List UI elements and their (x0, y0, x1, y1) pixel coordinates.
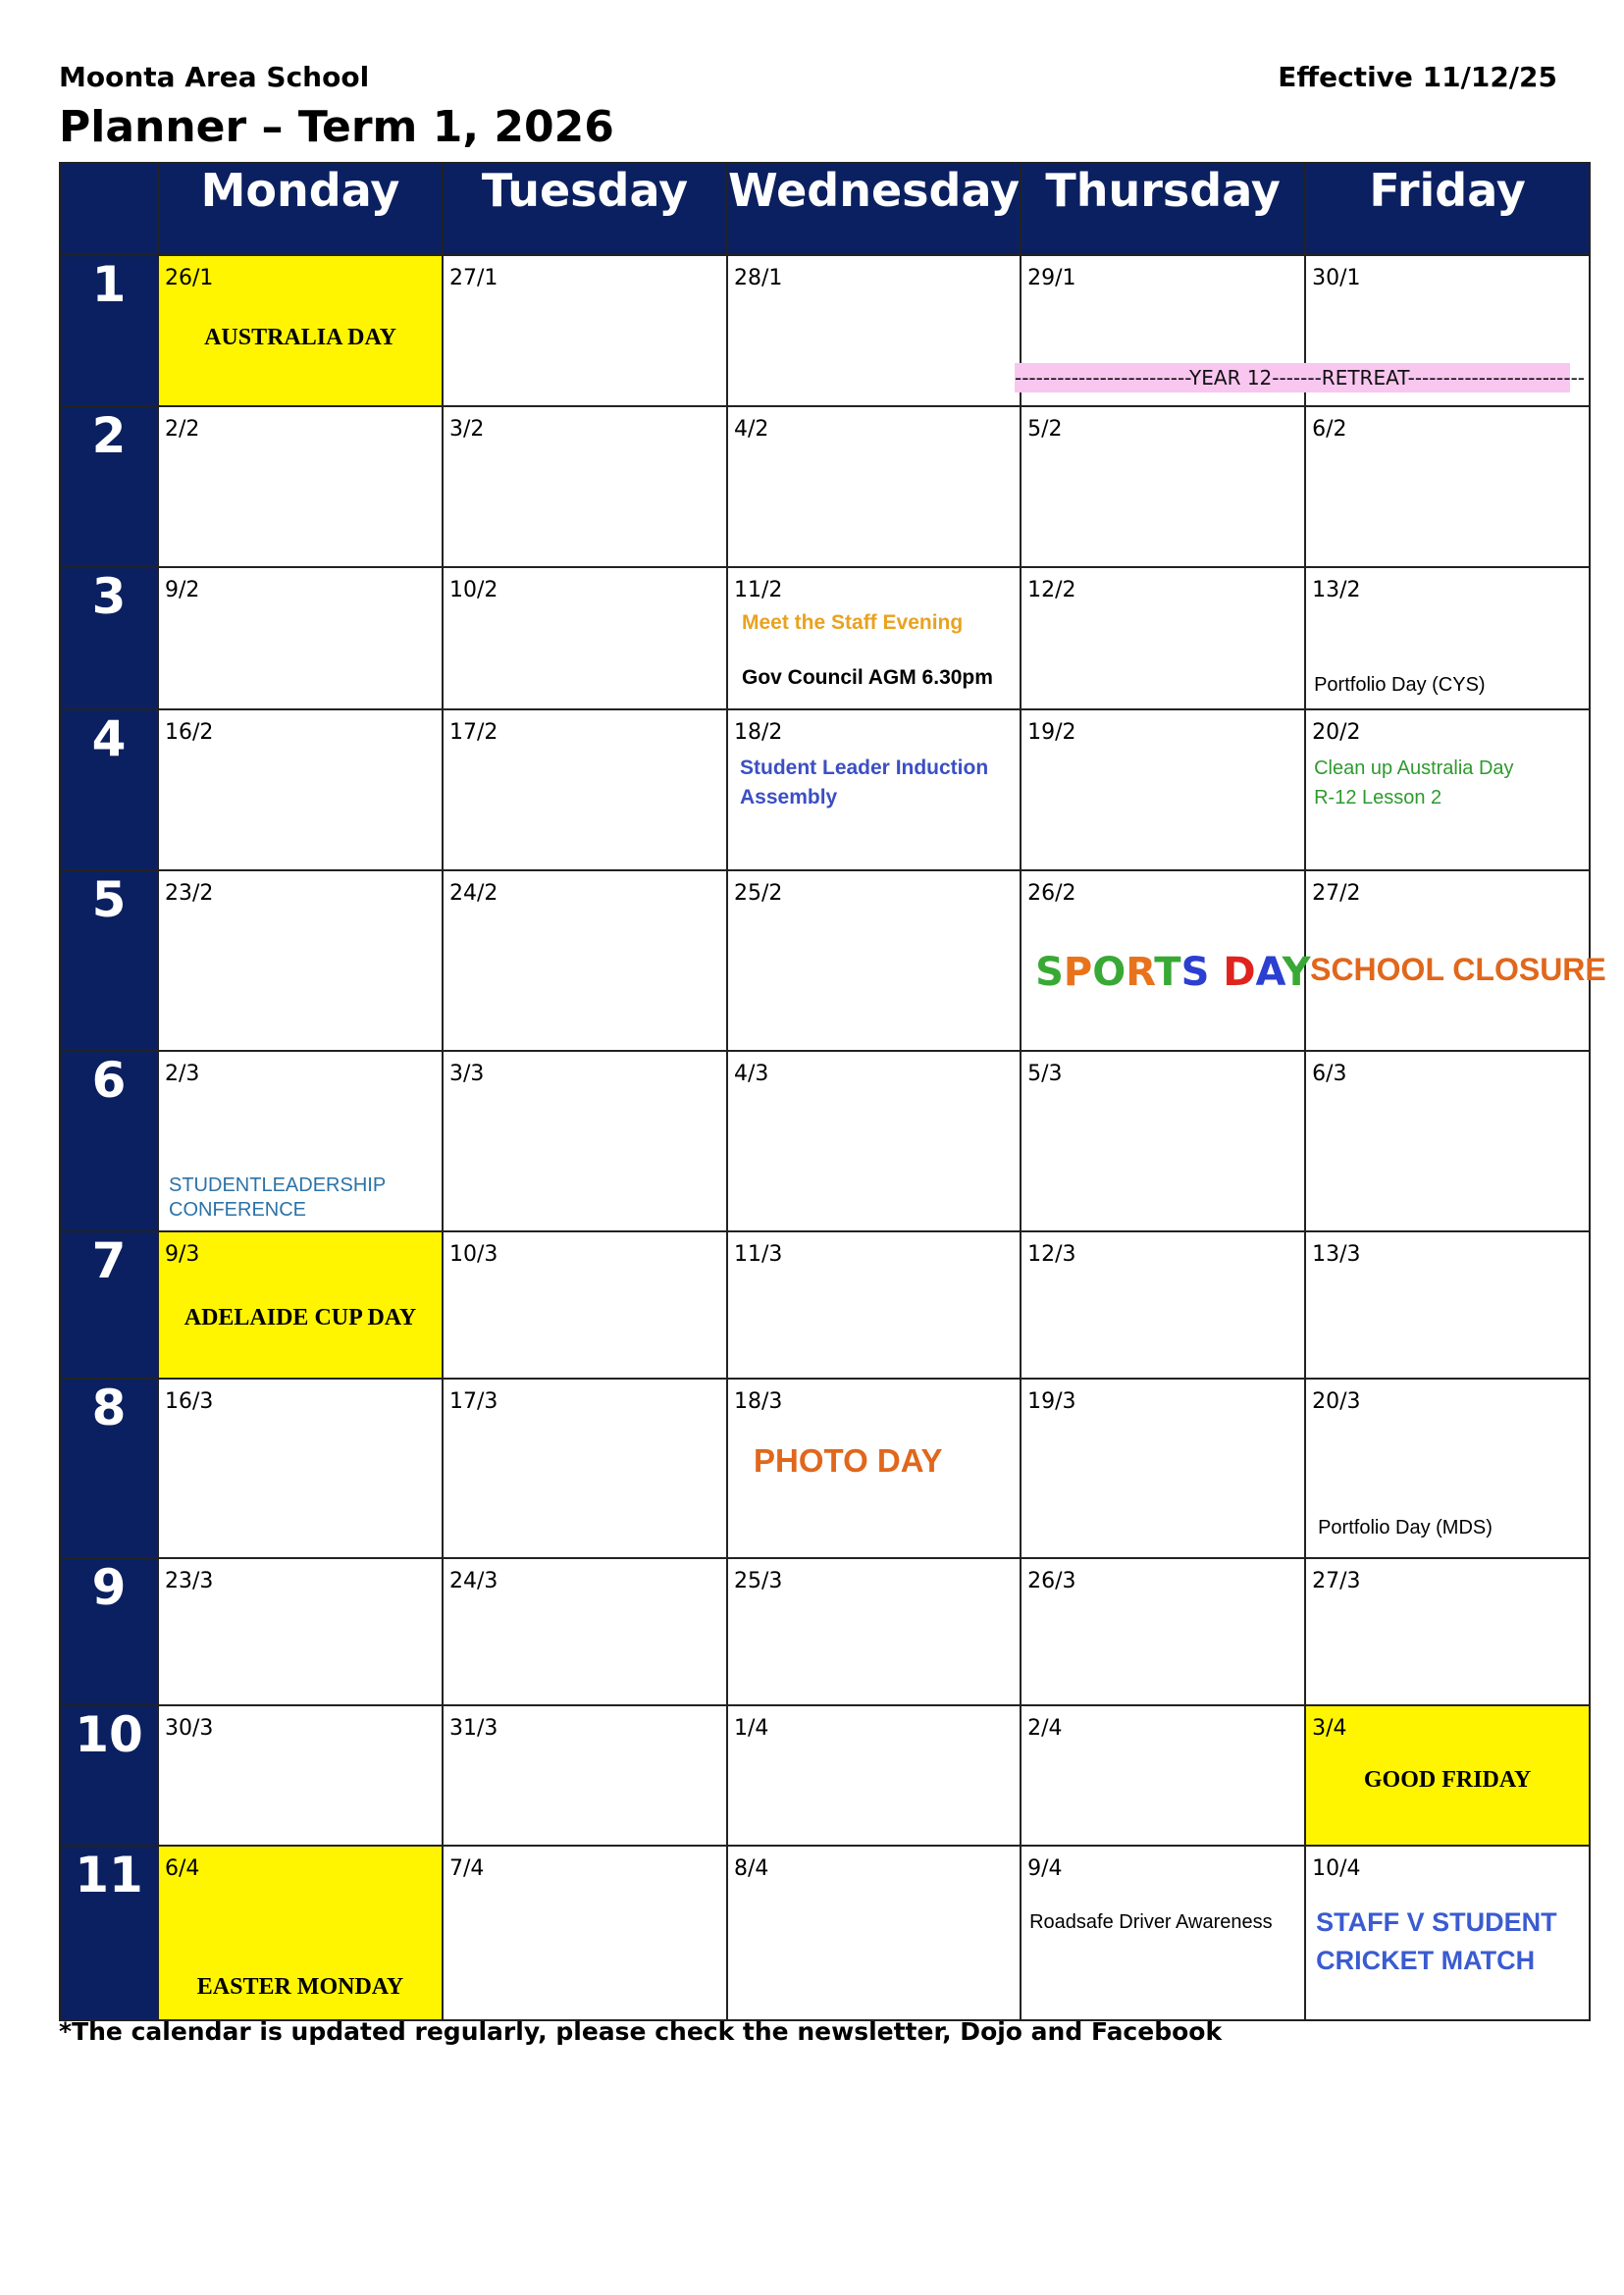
day-cell (158, 1051, 443, 1231)
day-cell (443, 1558, 727, 1705)
event-good-friday: GOOD FRIDAY (1363, 1767, 1532, 1793)
event-photo-day: PHOTO DAY (754, 1442, 943, 1479)
sports-day-letter: O (1092, 950, 1126, 995)
week-number: 9 (60, 1558, 158, 1705)
date-label: 16/3 (165, 1389, 214, 1414)
week-number: 7 (60, 1231, 158, 1379)
day-cell (443, 1231, 727, 1379)
date-label: 12/2 (1027, 578, 1076, 602)
date-label: 29/1 (1027, 266, 1076, 290)
term-calendar-grid (59, 162, 1606, 2021)
week-row-7 (60, 1231, 1590, 1379)
event-portfolio-mds: Portfolio Day (MDS) (1318, 1517, 1493, 1539)
event-line: Student Leader Induction (740, 756, 989, 779)
date-label: 30/3 (165, 1716, 214, 1741)
sports-day-letter (1209, 950, 1223, 995)
event-student-leader-induction (740, 754, 988, 812)
event-gov-council: Gov Council AGM 6.30pm (742, 666, 993, 689)
day-cell (443, 709, 727, 870)
header-corner (60, 163, 158, 255)
day-cell (1305, 1705, 1590, 1846)
event-australia-day: AUSTRALIA DAY (204, 325, 396, 350)
date-label: 10/4 (1312, 1856, 1361, 1881)
day-cell (727, 870, 1021, 1051)
sports-day-letter: S (1180, 950, 1210, 995)
event-year12-retreat: -------------------------YEAR 12-------RETREAT------------------------- (1015, 363, 1570, 392)
day-header-tuesday: Tuesday (443, 163, 727, 255)
week-number: 6 (60, 1051, 158, 1231)
week-number: 10 (60, 1705, 158, 1846)
date-label: 11/2 (734, 578, 783, 602)
day-cell (727, 1558, 1021, 1705)
event-student-leadership-conference (169, 1174, 386, 1223)
date-label: 5/2 (1027, 417, 1063, 442)
event-roadsafe: Roadsafe Driver Awareness (1029, 1911, 1273, 1933)
day-cell (1305, 1051, 1590, 1231)
event-meet-staff: Meet the Staff Evening (742, 611, 964, 634)
date-label: 9/2 (165, 578, 200, 602)
date-label: 1/4 (734, 1716, 769, 1741)
date-label: 19/2 (1027, 720, 1076, 745)
week-row-5 (60, 870, 1590, 1051)
date-label: 13/3 (1312, 1242, 1361, 1267)
day-cell (158, 1846, 443, 2020)
day-header-thursday: Thursday (1021, 163, 1305, 255)
week-row-9 (60, 1558, 1590, 1705)
event-school-closure: SCHOOL CLOSURE (1310, 952, 1606, 987)
date-label: 24/2 (449, 881, 498, 906)
event-line: CONFERENCE (169, 1199, 307, 1221)
page-title: Planner – Term 1, 2026 (59, 102, 614, 152)
day-cell (1021, 1846, 1305, 2020)
day-cell (1305, 1846, 1590, 2020)
day-cell (1021, 1705, 1305, 1846)
day-cell (727, 406, 1021, 567)
day-cell (158, 1231, 443, 1379)
day-header-friday: Friday (1305, 163, 1590, 255)
event-line: STAFF V STUDENT (1316, 1907, 1557, 1937)
week-number: 4 (60, 709, 158, 870)
date-label: 18/2 (734, 720, 783, 745)
date-label: 8/4 (734, 1856, 769, 1881)
day-cell (443, 1705, 727, 1846)
date-label: 6/3 (1312, 1062, 1347, 1086)
date-label: 9/4 (1027, 1856, 1063, 1881)
day-cell (1021, 709, 1305, 870)
sports-day-letter: T (1154, 950, 1181, 995)
day-cell (158, 870, 443, 1051)
day-cell (443, 1051, 727, 1231)
date-label: 20/3 (1312, 1389, 1361, 1414)
week-row-8 (60, 1379, 1590, 1558)
day-cell (158, 1379, 443, 1558)
week-row-3 (60, 567, 1590, 709)
day-cell (158, 567, 443, 709)
sports-day-letter: A (1255, 950, 1283, 995)
day-cell (1305, 1231, 1590, 1379)
date-label: 18/3 (734, 1389, 783, 1414)
date-label: 26/2 (1027, 881, 1076, 906)
date-label: 23/3 (165, 1569, 214, 1593)
footnote: *The calendar is updated regularly, please check the newsletter, Dojo and Facebook (59, 2017, 1223, 2046)
date-label: 27/3 (1312, 1569, 1361, 1593)
day-cell (158, 1705, 443, 1846)
date-label: 31/3 (449, 1716, 498, 1741)
date-label: 2/2 (165, 417, 200, 442)
day-cell (1305, 1379, 1590, 1558)
date-label: 16/2 (165, 720, 214, 745)
day-cell (443, 406, 727, 567)
day-cell (1305, 1558, 1590, 1705)
week-row-11 (60, 1846, 1590, 2020)
date-label: 26/1 (165, 266, 214, 290)
day-cell (158, 709, 443, 870)
date-label: 25/2 (734, 881, 783, 906)
day-cell (443, 870, 727, 1051)
date-label: 17/2 (449, 720, 498, 745)
event-line: STUDENTLEADERSHIP (169, 1174, 387, 1196)
date-label: 3/2 (449, 417, 485, 442)
day-cell (1305, 870, 1606, 1051)
day-cell (443, 1846, 727, 2020)
sports-day-letter: D (1223, 950, 1256, 995)
effective-date: Effective 11/12/25 (1278, 61, 1557, 93)
event-easter-monday: EASTER MONDAY (196, 1974, 404, 2000)
day-cell (1021, 1051, 1305, 1231)
date-label: 20/2 (1312, 720, 1361, 745)
date-label: 4/2 (734, 417, 769, 442)
school-name: Moonta Area School (59, 61, 370, 93)
day-cell (727, 567, 1021, 709)
week-number: 1 (60, 255, 158, 406)
date-label: 12/3 (1027, 1242, 1076, 1267)
day-cell (1305, 567, 1590, 709)
event-cricket-match (1316, 1904, 1557, 1980)
date-label: 27/2 (1312, 881, 1361, 906)
day-cell (727, 709, 1021, 870)
date-label: 10/3 (449, 1242, 498, 1267)
event-adelaide-cup-day: ADELAIDE CUP DAY (183, 1305, 417, 1330)
day-cell (158, 255, 443, 406)
day-cell (727, 1705, 1021, 1846)
date-label: 25/3 (734, 1569, 783, 1593)
day-cell (1021, 406, 1305, 567)
week-number: 11 (60, 1846, 158, 2020)
day-cell (1021, 870, 1311, 1051)
week-row-6 (60, 1051, 1590, 1231)
day-header-monday: Monday (158, 163, 443, 255)
day-cell (727, 1846, 1021, 2020)
day-cell (1305, 406, 1590, 567)
week-number: 2 (60, 406, 158, 567)
day-cell (443, 1379, 727, 1558)
date-label: 2/3 (165, 1062, 200, 1086)
day-cell (158, 1558, 443, 1705)
sports-day-letter: Y (1282, 950, 1311, 995)
event-line: Assembly (740, 786, 838, 808)
date-label: 23/2 (165, 881, 214, 906)
date-label: 6/2 (1312, 417, 1347, 442)
event-line: Clean up Australia Day (1314, 757, 1514, 779)
day-cell (443, 567, 727, 709)
week-row-2 (60, 406, 1590, 567)
date-label: 7/4 (449, 1856, 485, 1881)
week-row-10 (60, 1705, 1590, 1846)
event-line: R-12 Lesson 2 (1314, 787, 1442, 808)
event-clean-up-australia (1314, 754, 1513, 812)
sports-day-letter: P (1063, 950, 1093, 995)
date-label: 5/3 (1027, 1062, 1063, 1086)
week-row-4 (60, 709, 1590, 870)
date-label: 19/3 (1027, 1389, 1076, 1414)
date-label: 11/3 (734, 1242, 783, 1267)
week-number: 3 (60, 567, 158, 709)
day-cell (158, 406, 443, 567)
day-cell (1021, 1558, 1305, 1705)
date-label: 9/3 (165, 1242, 200, 1267)
date-label: 10/2 (449, 578, 498, 602)
day-header-wednesday: Wednesday (727, 163, 1021, 255)
day-cell (443, 255, 727, 406)
week-number: 8 (60, 1379, 158, 1558)
day-cell (727, 1051, 1021, 1231)
date-label: 6/4 (165, 1856, 200, 1881)
day-cell (727, 1379, 1021, 1558)
date-label: 3/4 (1312, 1716, 1347, 1741)
event-line: CRICKET MATCH (1316, 1946, 1536, 1975)
sports-day-letter: S (1035, 950, 1064, 995)
date-label: 13/2 (1312, 578, 1361, 602)
day-cell (1305, 709, 1590, 870)
event-sports-day (1035, 950, 1311, 995)
day-cell (1021, 1231, 1305, 1379)
sports-day-letter: R (1126, 950, 1155, 995)
date-label: 17/3 (449, 1389, 498, 1414)
date-label: 4/3 (734, 1062, 769, 1086)
day-cell (1021, 1379, 1305, 1558)
date-label: 3/3 (449, 1062, 485, 1086)
date-label: 26/3 (1027, 1569, 1076, 1593)
date-label: 27/1 (449, 266, 498, 290)
date-label: 24/3 (449, 1569, 498, 1593)
date-label: 2/4 (1027, 1716, 1063, 1741)
event-portfolio-cys: Portfolio Day (CYS) (1314, 674, 1486, 696)
day-cell (727, 255, 1021, 406)
week-number: 5 (60, 870, 158, 1051)
day-cell (727, 1231, 1021, 1379)
date-label: 28/1 (734, 266, 783, 290)
day-cell (1021, 567, 1305, 709)
date-label: 30/1 (1312, 266, 1361, 290)
